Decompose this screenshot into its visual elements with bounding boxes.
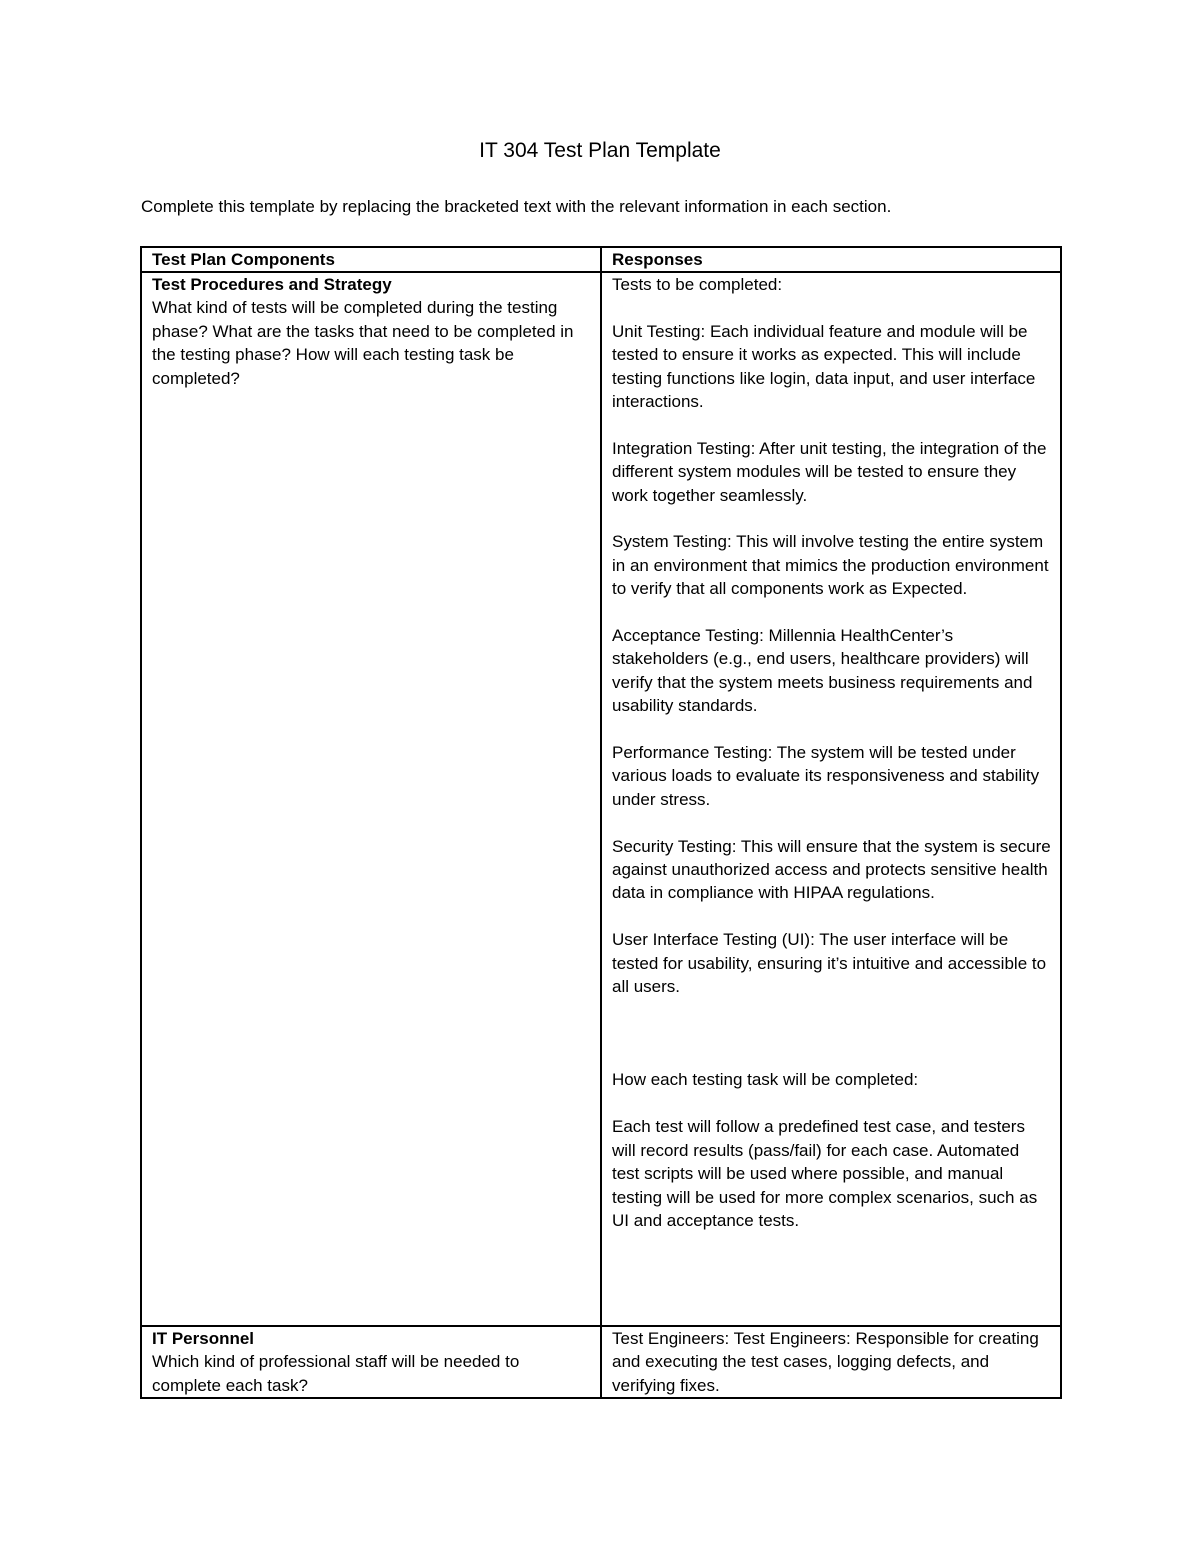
response-paragraph: Integration Testing: After unit testing, the integration of the different system modules will be tested to ensure they work together seamlessly. — [612, 438, 1047, 505]
component-description: Which kind of professional staff will be needed to complete each task? — [152, 1352, 520, 1395]
table-header-row — [141, 247, 1061, 272]
component-description: What kind of tests will be completed during the testing phase? What are the tasks that need to be completed in the testing phase? How will each testing task be completed? — [152, 298, 574, 388]
response-cell — [601, 1326, 1061, 1398]
response-paragraph: Each test will follow a predefined test case, and testers will record results (pass/fail) for each case. Automated test scripts will be used where possible, and manual testing will be used for more complex scenarios, such as UI and acceptance tests. — [612, 1117, 1038, 1230]
table-row — [141, 272, 1061, 1326]
response-paragraph: System Testing: This will involve testing the entire system in an environment that mimics the production environment to verify that all components work as Expected. — [612, 532, 1049, 599]
spacer — [612, 998, 1051, 1068]
response-paragraph: How each testing task will be completed: — [612, 1070, 919, 1090]
component-title: IT Personnel — [152, 1329, 255, 1348]
test-plan-table — [140, 246, 1062, 1399]
response-cell — [601, 272, 1061, 1326]
response-paragraph: Acceptance Testing: Millennia HealthCenter’s stakeholders (e.g., end users, healthcare providers) will verify that the system meets business requirements and usability standards. — [612, 626, 1033, 716]
response-paragraph: Test Engineers: Test Engineers: Responsible for creating and executing the test cases, logging defects, and verifying fixes. — [612, 1329, 1039, 1395]
page-title: IT 304 Test Plan Template — [479, 139, 721, 162]
header-responses: Responses — [601, 247, 1061, 272]
table-row — [141, 1326, 1061, 1398]
component-cell — [141, 1326, 601, 1398]
header-components: Test Plan Components — [141, 247, 601, 272]
instructions-text: Complete this template by replacing the bracketed text with the relevant information in each section. — [141, 197, 892, 216]
component-cell — [141, 272, 601, 1326]
response-paragraph: User Interface Testing (UI): The user interface will be tested for usability, ensuring it’s intuitive and accessible to all users. — [612, 930, 1047, 997]
response-paragraph: Security Testing: This will ensure that the system is secure against unauthorized access and protects sensitive health data in compliance with HIPAA regulations. — [612, 836, 1051, 903]
component-title: Test Procedures and Strategy — [152, 275, 392, 294]
response-paragraph: Tests to be completed: — [612, 275, 783, 294]
response-paragraph: Performance Testing: The system will be tested under various loads to evaluate its responsiveness and stability under stress. — [612, 743, 1040, 809]
response-paragraph: Unit Testing: Each individual feature and module will be tested to ensure it works as expected. This will include testing functions like login, data input, and user interface interactions. — [612, 321, 1036, 412]
